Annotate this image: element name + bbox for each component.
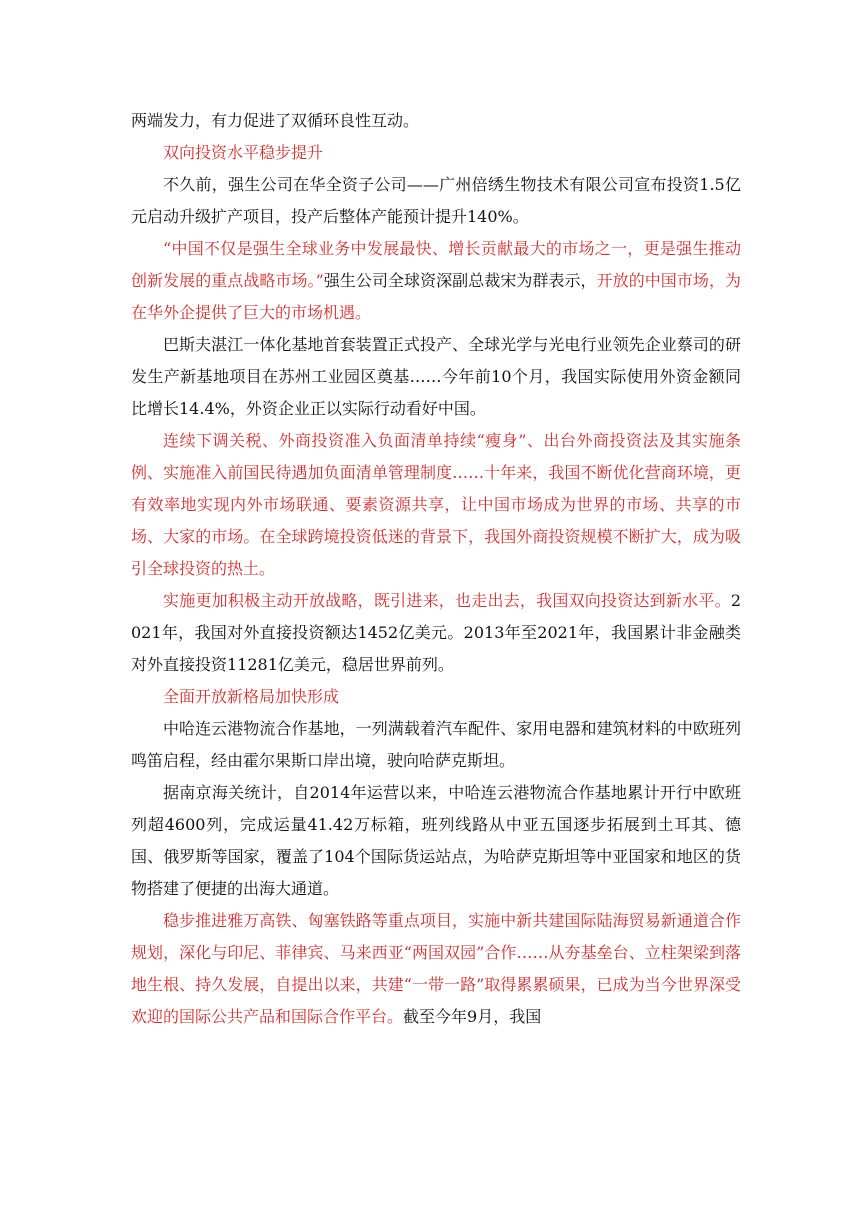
heading-text: 双向投资水平稳步提升 <box>163 143 324 162</box>
text-run: 巴斯夫湛江一体化基地首套装置正式投产、全球光学与光电行业领先企业蔡司的研发生产新基地项目在苏州工业园区奠基……今年前10个月，我国实际使用外资金额同比增长14.4%，外资企业正以实际行动看好中国。 <box>131 335 741 418</box>
text-run-red: 开放的中国市场，为在华外企提供了巨大的市场机遇。 <box>131 271 741 322</box>
text-run-red: 实施更加积极主动开放战略，既引进来，也走出去，我国双向投资达到新水平。 <box>163 591 731 610</box>
quote-run-red: “中国不仅是强生全球业务中发展最快、增长贡献最大的市场之一，更是强生推动创新发展的重点战略市场。” <box>131 239 741 290</box>
paragraph-6 <box>131 425 741 585</box>
paragraph-4 <box>131 233 741 329</box>
text-run-red: 稳步推进雅万高铁、匈塞铁路等重点项目，实施中新共建国际陆海贸易新通道合作规划，深化与印尼、菲律宾、马来西亚“两国双园”合作……从夯基垒台、立柱架梁到落地生根、持久发展，自提出以来，共建“一带一路”取得累累硕果，已成为当今世界深受欢迎的国际公共产品和国际合作平台。 <box>131 911 741 1026</box>
text-run: 据南京海关统计，自2014年运营以来，中哈连云港物流合作基地累计开行中欧班列超4600列，完成运量41.42万标箱，班列线路从中亚五国逐步拓展到土耳其、德国、俄罗斯等国家，覆盖了104个国际货运站点，为哈萨克斯坦等中亚国家和地区的货物搭建了便捷的出海大通道。 <box>131 783 741 898</box>
paragraph-9 <box>131 713 741 777</box>
text-run: 中哈连云港物流合作基地，一列满载着汽车配件、家用电器和建筑材料的中欧班列鸣笛启程，经由霍尔果斯口岸出境，驶向哈萨克斯坦。 <box>131 719 741 770</box>
section-heading-opening-up <box>131 681 741 713</box>
paragraph-5 <box>131 329 741 425</box>
text-run: 截至今年9月，我国 <box>403 1007 542 1026</box>
text-run: 强生公司全球资深副总裁宋为群表示， <box>323 271 597 290</box>
paragraph-11 <box>131 905 741 1033</box>
text-run: 2021年，我国对外直接投资额达1452亿美元。2013年至2021年，我国累计非金融类对外直接投资11281亿美元，稳居世界前列。 <box>131 591 741 674</box>
paragraph-3 <box>131 169 741 233</box>
paragraph-1 <box>131 105 741 137</box>
text-run: 两端发力，有力促进了双循环良性互动。 <box>131 111 420 130</box>
text-run-red: 连续下调关税、外商投资准入负面清单持续“瘦身”、出台外商投资法及其实施条例、实施准入前国民待遇加负面清单管理制度……十年来，我国不断优化营商环境，更有效率地实现内外市场联通、要素资源共享，让中国市场成为世界的市场、共享的市场、大家的市场。在全球跨境投资低迷的背景下，我国外商投资规模不断扩大，成为吸引全球投资的热土。 <box>131 431 741 578</box>
heading-text: 全面开放新格局加快形成 <box>163 687 340 706</box>
paragraph-7 <box>131 585 741 681</box>
paragraph-10 <box>131 777 741 905</box>
text-run: 不久前，强生公司在华全资子公司——广州倍绣生物技术有限公司宣布投资1.5亿元启动升级扩产项目，投产后整体产能预计提升140%。 <box>131 175 741 226</box>
article-body <box>131 105 741 1033</box>
section-heading-two-way-investment <box>131 137 741 169</box>
